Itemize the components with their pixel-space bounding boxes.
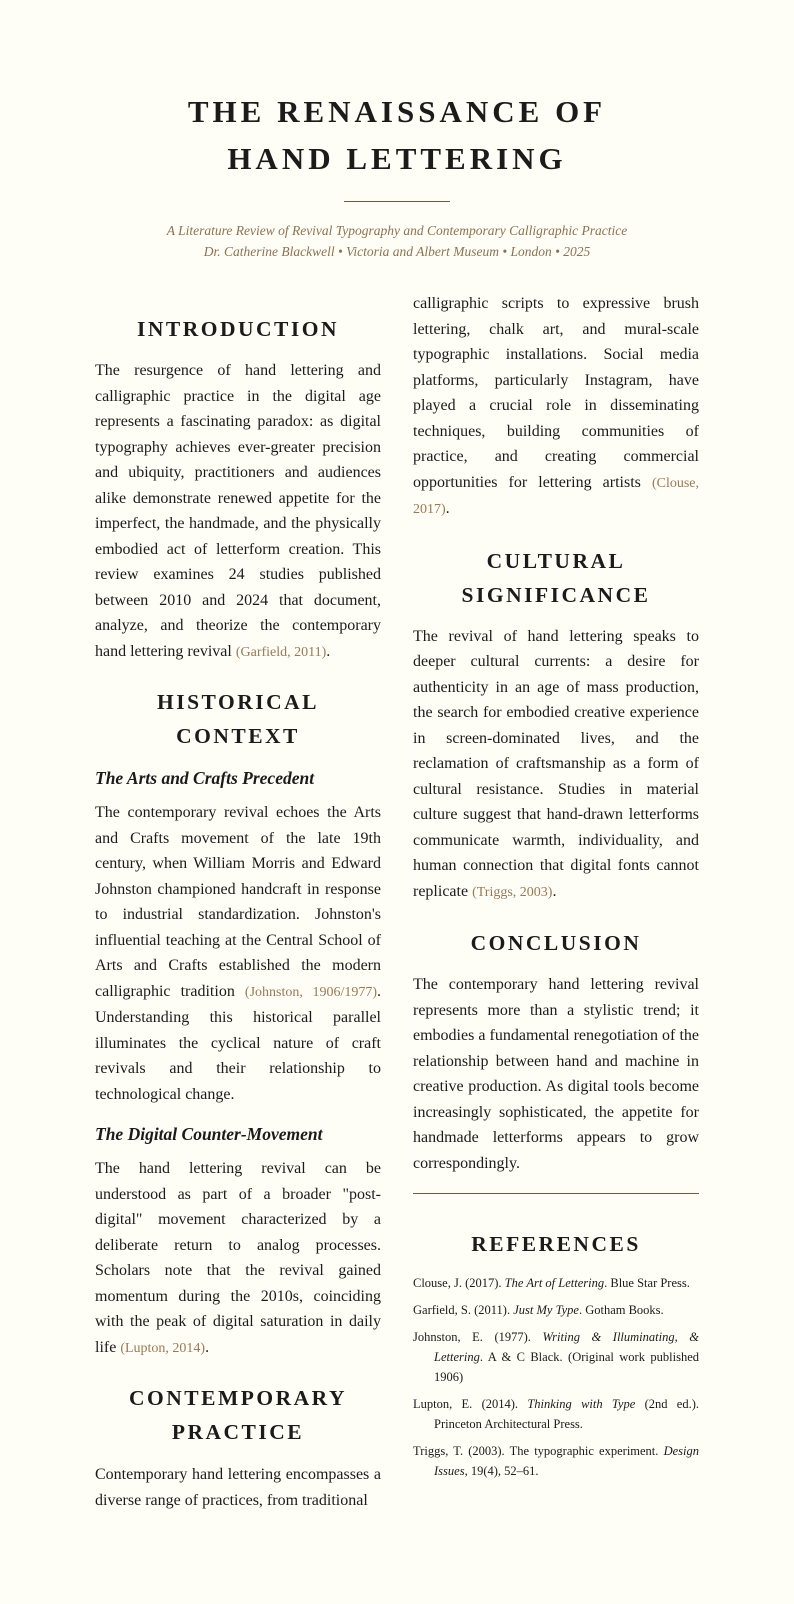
heading-line-1: CULTURAL (486, 548, 626, 573)
title-line-2: HAND LETTERING (227, 141, 567, 176)
arts-crafts-tail: . Understanding this historical parallel illuminates the cyclical nature of craft revivals and their relationship to technological change. (95, 982, 382, 1103)
paper-subtitle: A Literature Review of Revival Typography and Contemporary Calligraphic Practice (166, 223, 628, 238)
heading-line-2: PRACTICE (171, 1420, 305, 1444)
cultural-text: The revival of hand lettering speaks to deeper cultural currents: a desire for authenticity in an age of mass production, the search for embodied creative experience in screen-dominated lives, and the reclamation of craftsmanship as a form of cultural resistance. Studies in material culture suggest that hand-drawn letterforms communicate warmth, individuality, and human connection that digital fonts cannot replicate (413, 627, 699, 900)
citation: (Clouse, 2017) (413, 475, 699, 517)
reference-item: Johnston, E. (1977). Writing & Illuminating, & Lettering. A & C Black. (Original work published 1906) (413, 1330, 699, 1384)
arts-crafts-subheading: The Arts and Crafts Precedent (95, 768, 315, 788)
reference-item: Triggs, T. (2003). The typographic experiment. Design Issues, 19(4), 52–61. (413, 1444, 699, 1478)
heading-line-1: CONTEMPORARY (129, 1386, 347, 1410)
contemporary-practice-paragraph-start: Contemporary hand lettering encompasses a diverse range of practices, from traditional (95, 1466, 381, 1509)
historical-context-heading (95, 685, 381, 753)
citation: (Johnston, 1906/1977) (244, 984, 378, 1000)
title-divider (344, 201, 450, 202)
reference-item: Clouse, J. (2017). The Art of Lettering. Blue Star Press. (413, 1276, 690, 1290)
digital-counter-movement-paragraph: The hand lettering revival can be understood as part of a broader "post-digital" movement characterized by a deliberate return to analog processes. Scholars note that the revival gained momentum during the 2010s, coinciding with the peak of digital saturation in daily life (Lupton, 2014). (95, 1160, 381, 1356)
references-heading: REFERENCES (471, 1232, 641, 1256)
citation: (Lupton, 2014) (120, 1340, 206, 1356)
introduction-paragraph: The resurgence of hand lettering and calligraphic practice in the digital age represents a fascinating paradox: as digital typography achieves ever-greater precision and ubiquity, practitioners and audiences alike demonstrate renewed appetite for the imperfect, the handmade, and the physically embodied act of letterform creation. This review examines 24 studies published between 2010 and 2024 that document, analyze, and theorize the contemporary hand lettering revival (Garfield, 2011). (95, 362, 381, 660)
cultural-significance-paragraph: The revival of hand lettering speaks to deeper cultural currents: a desire for authenticity in an age of mass production, the search for embodied creative experience in screen-dominated lives, and the reclamation of craftsmanship as a form of cultural resistance. Studies in material culture suggest that hand-drawn letterforms communicate warmth, individuality, and human connection that digital fonts cannot replicate (Triggs, 2003). (413, 627, 699, 900)
contemporary-practice-paragraph-cont: calligraphic scripts to expressive brush lettering, chalk art, and mural-scale typographic installations. Social media platforms, particularly Instagram, have played a crucial role in disseminating techniques, building communities of practice, and creating commercial opportunities for lettering artists (Clouse, 2017). (413, 295, 699, 517)
conclusion-paragraph: The contemporary hand lettering revival represents more than a stylistic trend; it embodies a fundamental renegotiation of the relationship between hand and machine in creative production. As digital tools become increasingly sophisticated, the appetite for handmade letterforms appears to grow correspondingly. (413, 976, 699, 1172)
references-divider (413, 1193, 699, 1194)
heading-line-2: CONTEXT (176, 724, 300, 748)
practice-text: calligraphic scripts to expressive brush lettering, chalk art, and mural-scale typographic installations. Social media platforms, particularly Instagram, have played a crucial role in disseminating techniques, building communities of practice, and creating commercial opportunities for lettering artists (413, 295, 699, 491)
reference-item: Lupton, E. (2014). Thinking with Type (2nd ed.). Princeton Architectural Press. (413, 1397, 699, 1431)
arts-crafts-text: The contemporary revival echoes the Arts and Crafts movement of the late 19th century, when William Morris and Edward Johnston championed handcraft in response to industrial standardization. Johnston's influential teaching at the Central School of Arts and Crafts established the modern calligraphic tradition (95, 804, 381, 1000)
title-line-1: THE RENAISSANCE OF (187, 94, 607, 129)
arts-crafts-paragraph (95, 800, 381, 1107)
introduction-heading: INTRODUCTION (136, 317, 340, 341)
paper-title (0, 88, 794, 182)
conclusion-heading: CONCLUSION (470, 931, 642, 955)
digital-counter-movement-subheading: The Digital Counter-Movement (95, 1124, 323, 1144)
left-column (95, 291, 381, 1513)
right-column (413, 291, 699, 1481)
reference-item: Garfield, S. (2011). Just My Type. Gotham Books. (413, 1303, 664, 1317)
digital-text: The hand lettering revival can be understood as part of a broader "post-digital" movement characterized by a deliberate return to analog processes. Scholars note that the revival gained momentum during the 2010s, coinciding with the peak of digital saturation in daily life (95, 1160, 381, 1356)
citation: (Garfield, 2011) (235, 644, 327, 660)
heading-line-2: SIGNIFICANCE (461, 582, 651, 607)
heading-line-1: HISTORICAL (156, 690, 319, 714)
cultural-significance-heading (413, 544, 699, 612)
reference-list (413, 1273, 699, 1481)
citation: (Triggs, 2003) (472, 884, 553, 900)
contemporary-practice-heading (95, 1381, 381, 1449)
author-byline: Dr. Catherine Blackwell • Victoria and Albert Museum • London • 2025 (203, 244, 591, 259)
introduction-text: The resurgence of hand lettering and calligraphic practice in the digital age represents a fascinating paradox: as digital typography achieves ever-greater precision and ubiquity, practitioners and audiences alike demonstrate renewed appetite for the imperfect, the handmade, and the physically embodied act of letterform creation. This review examines 24 studies published between 2010 and 2024 that document, analyze, and theorize the contemporary hand lettering revival (95, 362, 381, 660)
